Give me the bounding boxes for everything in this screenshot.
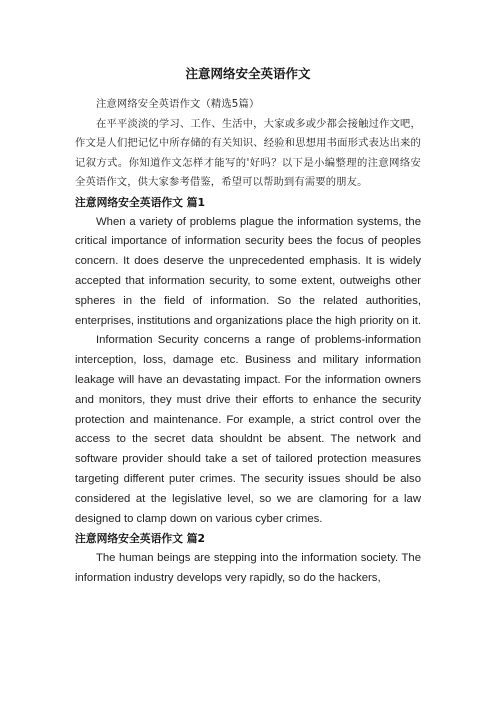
intro-heading: 注意网络安全英语作文（精选5篇） <box>96 98 260 110</box>
page-title: 注意网络安全英语作文 <box>185 66 311 81</box>
intro-paragraph: 在平平淡淡的学习、工作、生活中，大家或多或少都会接触过作文吧，作文是人们把记忆中所存储的有关知识、经验和思想用书面形式表达出来的记叙方式。你知道作文怎样才能写的'好吗？以下是小编整理的注意网络安全英语作文，供大家参考借鉴，希望可以帮助到有需要的朋友。 <box>75 117 421 189</box>
section-2-paragraph-1: The human beings are stepping into the information society. The information industry develops very rapidly, so do the hackers, <box>75 551 421 584</box>
section-1-paragraph-2: Information Security concerns a range of problems-information interception, loss, damage etc. Business and military information leakage will have an devastating impact. For the information owners and monitors, they must drive their efforts to enhance the security protection and maintenance. For example, a strict control over the access to the secret data shouldnt be absent. The network and software provider should take a set of tailored protection measures targeting different puter crimes. The security issues should be also considered at the legislative level, so we are clamoring for a law designed to clamp down on various cyber crimes. <box>75 334 421 525</box>
document-body <box>75 95 421 589</box>
section-heading-2: 注意网络安全英语作文 篇2 <box>75 532 206 546</box>
section-1-paragraph-1: When a variety of problems plague the information systems, the critical importance of information security bees the focus of peoples concern. It does deserve the unprecedented emphasis. It is widely accepted that information security, to some extent, outweighs other spheres in the field of information. So the related authorities, enterprises, institutions and organizations place the high priority on it. <box>75 215 422 327</box>
section-heading-1: 注意网络安全英语作文 篇1 <box>75 195 206 209</box>
